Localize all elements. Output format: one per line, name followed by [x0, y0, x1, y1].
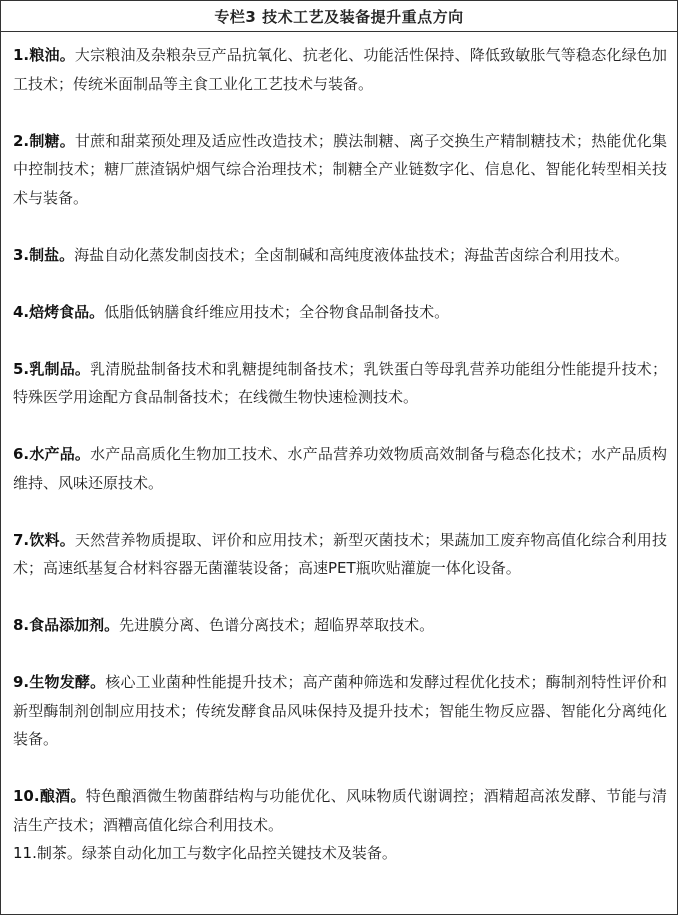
item-text: 先进膜分离、色谱分离技术；超临界萃取技术。 — [119, 616, 435, 634]
item-text: 海盐自动化蒸发制卤技术；全卤制碱和高纯度液体盐技术；海盐苦卤综合利用技术。 — [74, 245, 630, 264]
item-heading: 6.水产品。 — [13, 445, 91, 463]
item-text: 低脂低钠膳食纤维应用技术；全谷物食品制备技术。 — [104, 302, 450, 321]
item-text: 绿茶自动化加工与数字化品控关键技术及装备。 — [81, 844, 397, 862]
item-text: 特色酿酒微生物菌群结构与功能优化、风味物质代谢调控；酒精超高浓发酵、节能与清洁生产技术；酒糟高值化综合利用技术。 — [13, 787, 667, 834]
item-food-additive — [13, 611, 667, 640]
item-text: 天然营养物质提取、评价和应用技术；新型灭菌技术；果蔬加工废弃物高值化综合利用技术；高速纸基复合材料容器无菌灌装设备；高速PET瓶吹贴灌旋一体化设备。 — [13, 530, 667, 577]
item-heading: 10.酿酒。 — [13, 787, 86, 805]
item-text: 大宗粮油及杂粮杂豆产品抗氧化、抗老化、功能活性保持、降低致敏胀气等稳态化绿色加工技术；传统米面制品等主食工业化工艺技术与装备。 — [13, 46, 667, 93]
item-beverage — [13, 526, 667, 583]
item-text: 核心工业菌种性能提升技术；高产菌种筛选和发酵过程优化技术；酶制剂特性评价和新型酶制剂创制应用技术；传统发酵食品风味保持及提升技术；智能生物反应器、智能化分离纯化装备。 — [13, 673, 667, 748]
item-salt — [13, 241, 667, 270]
item-dairy — [13, 355, 667, 412]
item-tea — [13, 839, 667, 868]
item-heading: 11.制茶。 — [13, 844, 82, 862]
item-heading: 2.制糖。 — [13, 131, 75, 150]
item-heading: 5.乳制品。 — [13, 359, 91, 378]
item-grain-oil — [13, 41, 667, 98]
item-heading: 1.粮油。 — [13, 46, 75, 64]
box-title: 专栏3 技术工艺及装备提升重点方向 — [1, 1, 677, 32]
item-heading: 9.生物发酵。 — [13, 673, 106, 691]
item-brewing — [13, 782, 667, 839]
item-text: 甘蔗和甜菜预处理及适应性改造技术；膜法制糖、离子交换生产精制糖技术；热能优化集中控制技术；糖厂蔗渣锅炉烟气综合治理技术；制糖全产业链数字化、信息化、智能化转型相关技术与装备。 — [13, 131, 667, 207]
item-bio-fermentation — [13, 668, 667, 754]
box-content — [1, 32, 677, 868]
item-heading: 4.焙烤食品。 — [13, 302, 105, 321]
item-heading: 3.制盐。 — [13, 245, 75, 264]
item-aquatic — [13, 440, 667, 497]
item-text: 水产品高质化生物加工技术、水产品营养功效物质高效制备与稳态化技术；水产品质构维持、风味还原技术。 — [13, 445, 667, 492]
item-heading: 8.食品添加剂。 — [13, 616, 120, 634]
item-bakery — [13, 298, 667, 327]
item-text: 乳清脱盐制备技术和乳糖提纯制备技术；乳铁蛋白等母乳营养功能组分性能提升技术；特殊医学用途配方食品制备技术；在线微生物快速检测技术。 — [13, 359, 667, 406]
item-sugar — [13, 127, 667, 213]
item-heading: 7.饮料。 — [13, 530, 75, 549]
